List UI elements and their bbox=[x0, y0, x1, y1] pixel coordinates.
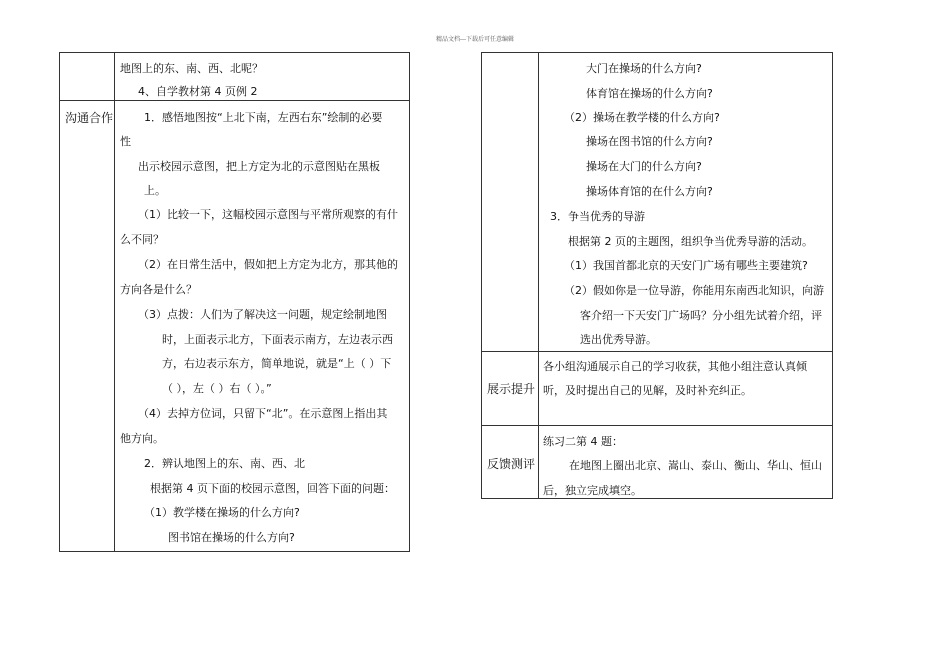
right-text-line: 操场在图书馆的什么方向? bbox=[586, 135, 713, 148]
left-text-line: 性 bbox=[120, 135, 131, 148]
left-text-line: 时，上面表示北方，下面表示南方，左边表示西 bbox=[162, 333, 393, 346]
left-text-line: （3）点拨：人们为了解决这一问题，规定绘制地图 bbox=[138, 308, 387, 321]
left-text-line: 他方向。 bbox=[120, 432, 164, 445]
section-label-feedback: 反馈测评 bbox=[487, 457, 536, 471]
right-text-line: 操场在大门的什么方向? bbox=[586, 160, 702, 173]
left-text-line: 出示校园示意图，把上方定为北的示意图贴在黑板 bbox=[138, 160, 380, 173]
right-text-line: 练习二第 4 题： bbox=[543, 435, 623, 448]
left-text-line: （ ），左（ ）右（ ）。” bbox=[162, 382, 272, 395]
left-text-line: （2）在日常生活中，假如把上方定为北方，那其他的 bbox=[138, 258, 398, 271]
left-table-row-divider bbox=[60, 100, 409, 101]
left-table bbox=[59, 52, 410, 552]
left-text-line: 2．辨认地图上的东、南、西、北 bbox=[144, 457, 305, 470]
left-text-line: 图书馆在操场的什么方向? bbox=[168, 531, 295, 544]
right-text-line: 各小组沟通展示自己的学习收获，其他小组注意认真倾 bbox=[543, 360, 807, 373]
left-text-line: 方向各是什么？ bbox=[120, 283, 197, 296]
left-text-line: （1）比较一下，这幅校园示意图与平常所观察的有什 bbox=[138, 208, 398, 221]
right-text-line: 体育馆在操场的什么方向? bbox=[586, 87, 713, 100]
left-text-line: 么不同？ bbox=[120, 233, 164, 246]
left-text-line: （1）教学楼在操场的什么方向? bbox=[144, 506, 300, 519]
left-text-line: （4）去掉方位词，只留下“北”。在示意图上指出其 bbox=[138, 407, 388, 420]
left-table-column-divider bbox=[114, 53, 115, 551]
right-text-line: （2）操场在教学楼的什么方向? bbox=[564, 111, 720, 124]
left-text-line: 1．感悟地图按“上北下南，左西右东”绘制的必要 bbox=[144, 111, 383, 124]
right-text-line: 3．争当优秀的导游 bbox=[550, 210, 645, 223]
right-table-row-divider bbox=[482, 425, 832, 426]
section-label-presentation: 展示提升 bbox=[487, 382, 536, 396]
right-text-line: 选出优秀导游。 bbox=[580, 333, 657, 346]
left-text-line: 4、自学教材第 4 页例 2 bbox=[138, 85, 258, 98]
right-text-line: 操场体育馆的在什么方向? bbox=[586, 185, 713, 198]
right-text-line: 在地图上圈出北京、嵩山、泰山、衡山、华山、恒山 bbox=[569, 459, 822, 472]
right-text-line: 大门在操场的什么方向? bbox=[586, 62, 702, 75]
left-text-line: 方，右边表示东方，简单地说，就是“上（ ）下 bbox=[162, 357, 392, 370]
page-header: 精品文档---下载后可任意编辑 bbox=[435, 36, 515, 43]
left-text-line: 上。 bbox=[144, 184, 166, 197]
right-text-line: 根据第 2 页的主题图，组织争当优秀导游的活动。 bbox=[568, 235, 813, 248]
right-text-line: 听，及时提出自己的见解，及时补充纠正。 bbox=[543, 384, 752, 397]
left-text-line: 根据第 4 页下面的校园示意图，回答下面的问题： bbox=[150, 482, 395, 495]
right-table bbox=[481, 52, 833, 499]
right-text-line: 客介绍一下天安门广场吗？分小组先试着介绍，评 bbox=[580, 309, 822, 322]
left-text-line: 地图上的东、南、西、北呢？ bbox=[120, 62, 263, 75]
right-text-line: （1）我国首都北京的天安门广场有哪些主要建筑? bbox=[564, 259, 808, 272]
right-table-row-divider bbox=[482, 351, 832, 352]
right-table-column-divider bbox=[538, 53, 539, 498]
section-label-communication: 沟通合作 bbox=[65, 111, 114, 125]
right-text-line: （2）假如你是一位导游，你能用东南西北知识，向游 bbox=[564, 284, 824, 297]
right-text-line: 后，独立完成填空。 bbox=[543, 484, 642, 497]
